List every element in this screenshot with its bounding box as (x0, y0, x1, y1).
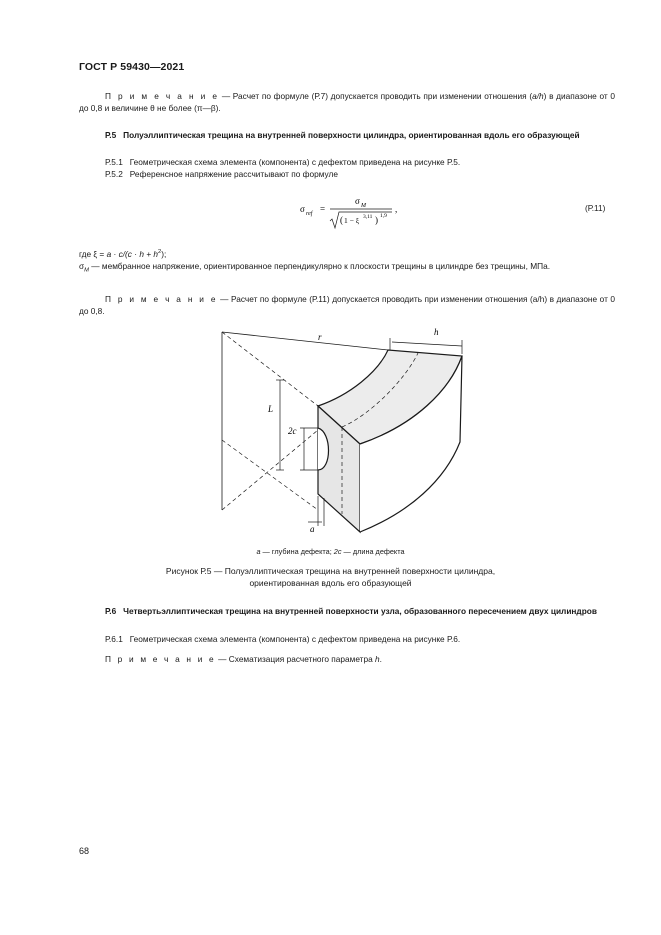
section-number: Р.5 (105, 130, 117, 140)
where-expr: a · c/(c · h + h (106, 249, 159, 259)
where-line-1 (79, 249, 615, 261)
radius-line (222, 332, 388, 350)
label-h: h (434, 327, 439, 337)
note-label: П р и м е ч а н и е (105, 294, 218, 304)
formula-num-sub: M (361, 203, 366, 209)
clause-number: Р.5.2 (105, 169, 123, 179)
note-label: П р и м е ч а н и е (105, 91, 220, 101)
note-text-a: — Схематизация расчетного параметра (215, 654, 376, 664)
label-2c: 2c (288, 426, 297, 436)
page-number: 68 (79, 846, 90, 856)
where-definition: — мембранное напряжение, ориентированное перпендикулярно к плоскости трещины в цилиндре без трещины, МПа. (88, 261, 551, 271)
note-text-b: . (379, 654, 382, 664)
figure-p5-cylinder-crack (210, 320, 480, 540)
clause-text: Геометрическая схема элемента (компонента) с дефектом приведена на рисунке Р.5. (129, 157, 461, 167)
sigma-symbol: σ (79, 261, 85, 271)
note-text-a: — Расчет по формуле (Р.7) допускается проводить при изменении отношения ( (219, 91, 533, 101)
note-text: — Расчет по формуле (Р.11) допускается проводить при изменении отношения (a/h) в диапазоне от 0 до 0,8. (79, 294, 615, 316)
paragraph-p5-1 (79, 157, 615, 169)
label-l: L (268, 404, 274, 414)
legend-c-symbol: 2c (333, 547, 342, 556)
formula-lhs-sigma: σ (300, 204, 305, 214)
formula-p11 (300, 192, 410, 232)
where-sup: 2 (158, 249, 162, 256)
formula-equals: = (320, 204, 326, 214)
formula-lhs-sub: ref (306, 211, 313, 217)
caption-line-2: ориентированная вдоль его образующей (249, 577, 412, 588)
document-header: ГОСТ Р 59430—2021 (79, 61, 185, 73)
section-heading-p5 (79, 130, 615, 142)
section-title: Полуэллиптическая трещина на внутренней поверхности цилиндра, ориентированная вдоль его образующей (123, 130, 580, 140)
paragraph-p6-1 (79, 634, 615, 646)
legend-a-symbol: a (256, 547, 261, 556)
label-a: a (310, 524, 315, 534)
note-param: h (375, 654, 380, 664)
legend-c-text: — длина дефекта (341, 547, 405, 556)
where-line-2 (79, 261, 615, 273)
caption-line-1: Рисунок Р.5 — Полуэллиптическая трещина на внутренней поверхности цилиндра, (165, 566, 496, 576)
clause-text: Референсное напряжение рассчитывают по формуле (129, 169, 338, 179)
formula-num-sigma: σ (355, 196, 360, 206)
paragraph-p5-2 (79, 169, 615, 181)
formula-den-paren-open: ( (340, 215, 343, 225)
where-end: ); (161, 249, 167, 259)
formula-comma: , (395, 204, 398, 214)
note-paragraph-1 (79, 91, 615, 114)
label-r: r (318, 332, 322, 342)
legend-a-text: — глубина дефекта; (260, 547, 334, 556)
formula-den-exp2: 1,9 (380, 213, 387, 219)
figure-legend (0, 547, 661, 556)
dashed-line-mid (222, 440, 318, 510)
clause-number: Р.6.1 (105, 634, 123, 644)
formula-number: (Р.11) (585, 203, 606, 213)
note-text-b: ) в диапазоне от 0 до 0,8 и величине θ не более (π—β). (79, 91, 615, 113)
formula-den-paren-close: ) (375, 215, 378, 225)
note-paragraph-2 (79, 294, 615, 317)
figure-caption (0, 566, 661, 589)
section-title: Четвертьэллиптическая трещина на внутренней поверхности узла, образованного пересечением двух цилиндров (123, 606, 597, 616)
section-heading-p6 (79, 606, 615, 618)
clause-number: Р.5.1 (105, 157, 123, 167)
section-number: Р.6 (105, 606, 117, 616)
dim-line-h (392, 342, 462, 346)
note-label: П р и м е ч а н и е (105, 654, 216, 664)
note-ratio: a/h (532, 91, 544, 101)
dashed-line-top (222, 332, 318, 406)
where-prefix: где ξ = (79, 249, 107, 259)
sigma-sub: M (84, 267, 89, 274)
note-paragraph-3 (79, 654, 615, 666)
clause-text: Геометрическая схема элемента (компонента) с дефектом приведена на рисунке Р.6. (129, 634, 461, 644)
formula-den-exp1: 3,11 (363, 214, 373, 220)
formula-den-one: 1 − ξ (344, 216, 360, 225)
